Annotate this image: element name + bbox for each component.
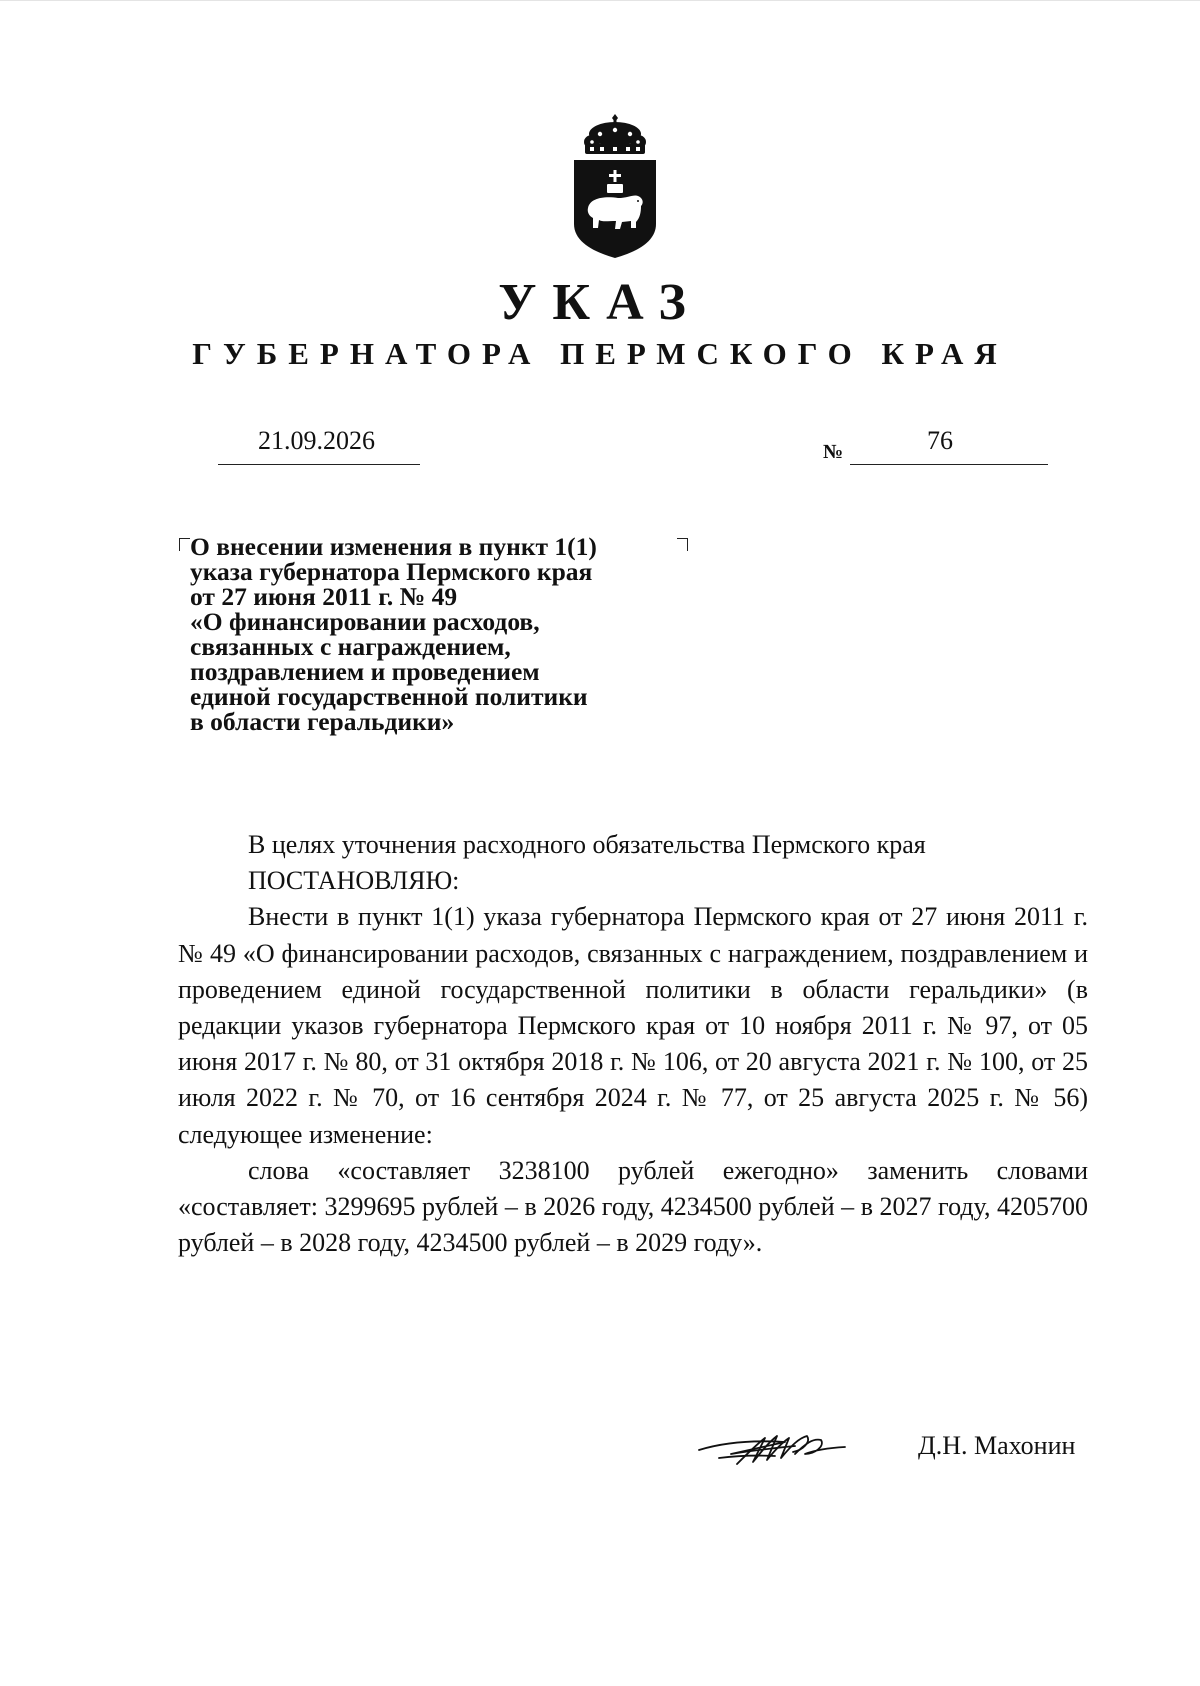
heading-corner-left <box>179 538 190 551</box>
decree-word: ПОСТАНОВЛЯЮ: <box>248 866 460 896</box>
heading-line: в области геральдики» <box>190 707 455 736</box>
document-heading <box>190 534 670 734</box>
heading-line: связанных с награждением, <box>190 632 511 661</box>
heading-corner-right <box>677 538 688 551</box>
heading-line: О внесении изменения в пункт 1(1) <box>190 532 597 561</box>
document-body <box>178 827 1088 1261</box>
perm-krai-coat-of-arms-icon <box>570 112 660 260</box>
document-number: 76 <box>927 426 953 455</box>
heading-line: единой государственной политики <box>190 682 588 711</box>
body-paragraph: слова «составляет 3238100 рублей ежегодно» заменить словами «составляет: 3299695 рублей – в 2026 году, 4234500 рублей – в 2027 году, 4205700 рублей – в 2028 году, 4234500 рублей – в 2029 году». <box>178 1155 1088 1258</box>
body-paragraph: Внести в пункт 1(1) указа губернатора Пермского края от 27 июня 2011 г. № 49 «О финансировании расходов, связанных с награждением, поздравлением и проведением единой государственной политики в области геральдики» (в редакции указов губернатора Пермского края от 10 ноября 2011 г. № 97, от 05 июня 2017 г. № 80, от 31 октября 2018 г. № 106, от 20 августа 2021 г. № 100, от 25 июля 2022 г. № 70, от 16 сентября 2024 г. № 77, от 25 августа 2025 г. № 56) следующее изменение: <box>178 902 1088 1149</box>
page-top-edge <box>0 0 1200 1</box>
heading-line: поздравлением и проведением <box>190 657 540 686</box>
document-subtitle: ГУБЕРНАТОРА ПЕРМСКОГО КРАЯ <box>192 336 1008 371</box>
date-field <box>218 420 420 465</box>
document-title: УКАЗ <box>498 274 702 331</box>
handwritten-signature <box>695 1420 875 1480</box>
intro-paragraph: В целях уточнения расходного обязательства Пермского края <box>248 830 926 859</box>
heading-line: указа губернатора Пермского края <box>190 557 593 586</box>
signer-name: Д.Н. Махонин <box>918 1431 1076 1460</box>
number-field <box>850 420 1048 465</box>
document-date: 21.09.2026 <box>258 426 375 455</box>
heading-line: от 27 июня 2011 г. № 49 <box>190 582 458 611</box>
number-sign: № <box>823 441 844 463</box>
heading-line: «О финансировании расходов, <box>190 607 540 636</box>
